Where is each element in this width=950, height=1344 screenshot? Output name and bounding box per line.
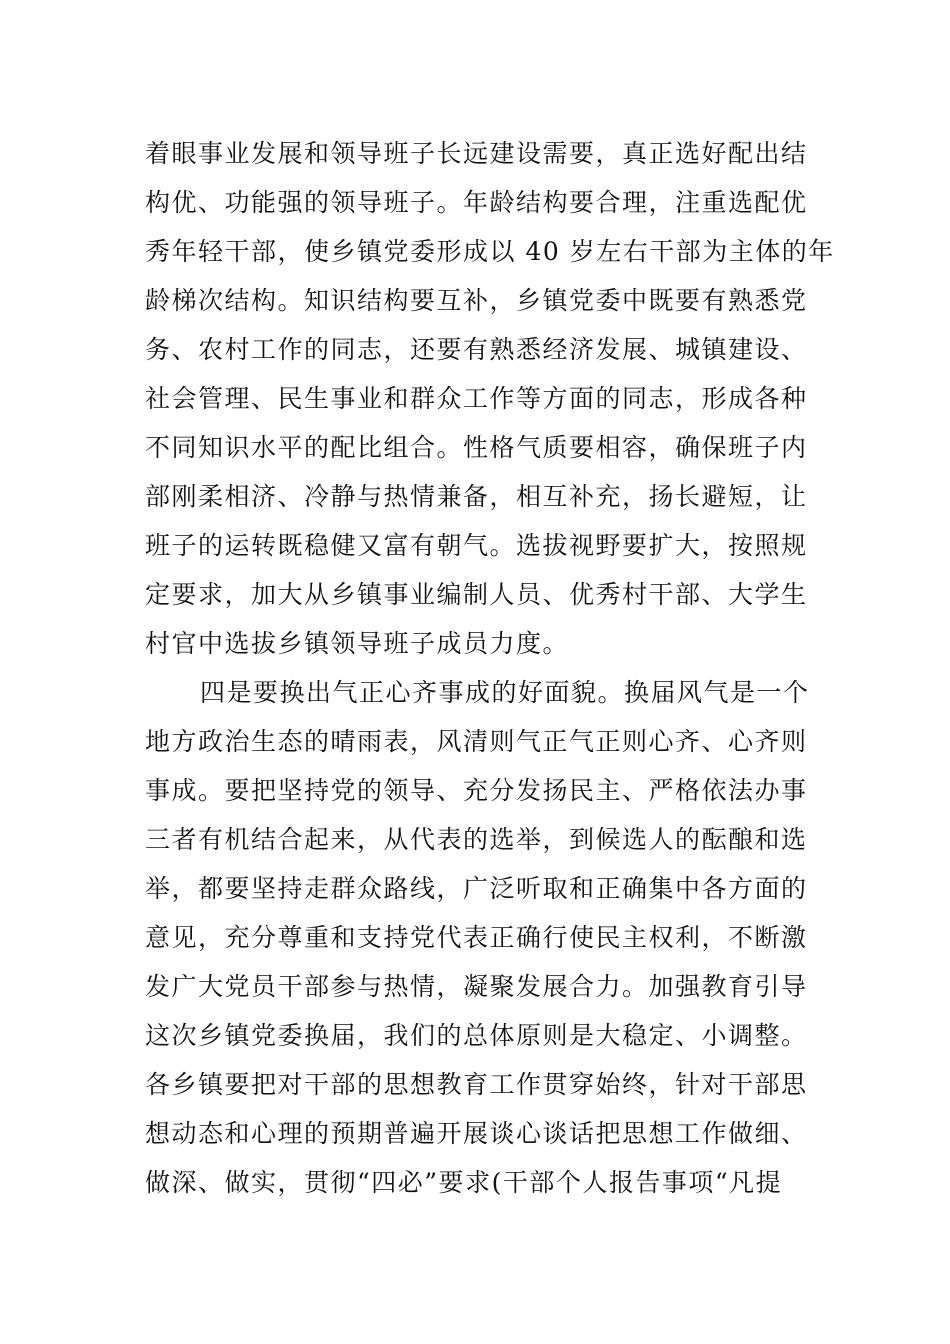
text-line: 这次乡镇党委换届，我们的总体原则是大稳定、小调整。 bbox=[145, 1021, 808, 1050]
text-line: 村官中选拔乡镇领导班子成员力度。 bbox=[145, 629, 570, 658]
text-line: 想动态和心理的预期普遍开展谈心谈话把思想工作做细、 bbox=[145, 1119, 808, 1148]
text-line: 做深、做实，贯彻“四必”要求(干部个人报告事项“凡提 bbox=[145, 1168, 783, 1197]
text-line: 班子的运转既稳健又富有朝气。选拔视野要扩大，按照规 bbox=[145, 531, 808, 560]
document-body bbox=[145, 129, 835, 1207]
text-line: 意见，充分尊重和支持党代表正确行使民主权利，不断激 bbox=[145, 923, 808, 952]
text-line: 务、农村工作的同志，还要有熟悉经济发展、城镇建设、 bbox=[145, 335, 808, 364]
text-line: 不同知识水平的配比组合。性格气质要相容，确保班子内 bbox=[145, 433, 808, 462]
text-line: 构优、功能强的领导班子。年龄结构要合理，注重选配优 bbox=[145, 188, 808, 217]
text-line: 社会管理、民生事业和群众工作等方面的同志，形成各种 bbox=[145, 384, 808, 413]
text-line: 各乡镇要把对干部的思想教育工作贯穿始终，针对干部思 bbox=[145, 1070, 808, 1099]
text-line: 龄梯次结构。知识结构要互补，乡镇党委中既要有熟悉党 bbox=[145, 286, 808, 315]
text-line: 事成。要把坚持党的领导、充分发扬民主、严格依法办事 bbox=[145, 776, 808, 805]
text-line: 秀年轻干部，使乡镇党委形成以 40 岁左右干部为主体的年 bbox=[145, 237, 835, 266]
text-line: 举，都要坚持走群众路线，广泛听取和正确集中各方面的 bbox=[145, 874, 808, 903]
text-line: 着眼事业发展和领导班子长远建设需要，真正选好配出结 bbox=[145, 139, 808, 168]
text-line: 地方政治生态的晴雨表，风清则气正气正则心齐、心齐则 bbox=[145, 727, 808, 756]
text-line: 发广大党员干部参与热情，凝聚发展合力。加强教育引导 bbox=[145, 972, 808, 1001]
paragraph-start-line: 四是要换出气正心齐事成的好面貌。换届风气是一个 bbox=[200, 678, 810, 707]
text-line: 部刚柔相济、冷静与热情兼备，相互补充，扬长避短，让 bbox=[145, 482, 808, 511]
text-line: 定要求，加大从乡镇事业编制人员、优秀村干部、大学生 bbox=[145, 580, 808, 609]
text-line: 三者有机结合起来，从代表的选举，到候选人的酝酿和选 bbox=[145, 825, 808, 854]
